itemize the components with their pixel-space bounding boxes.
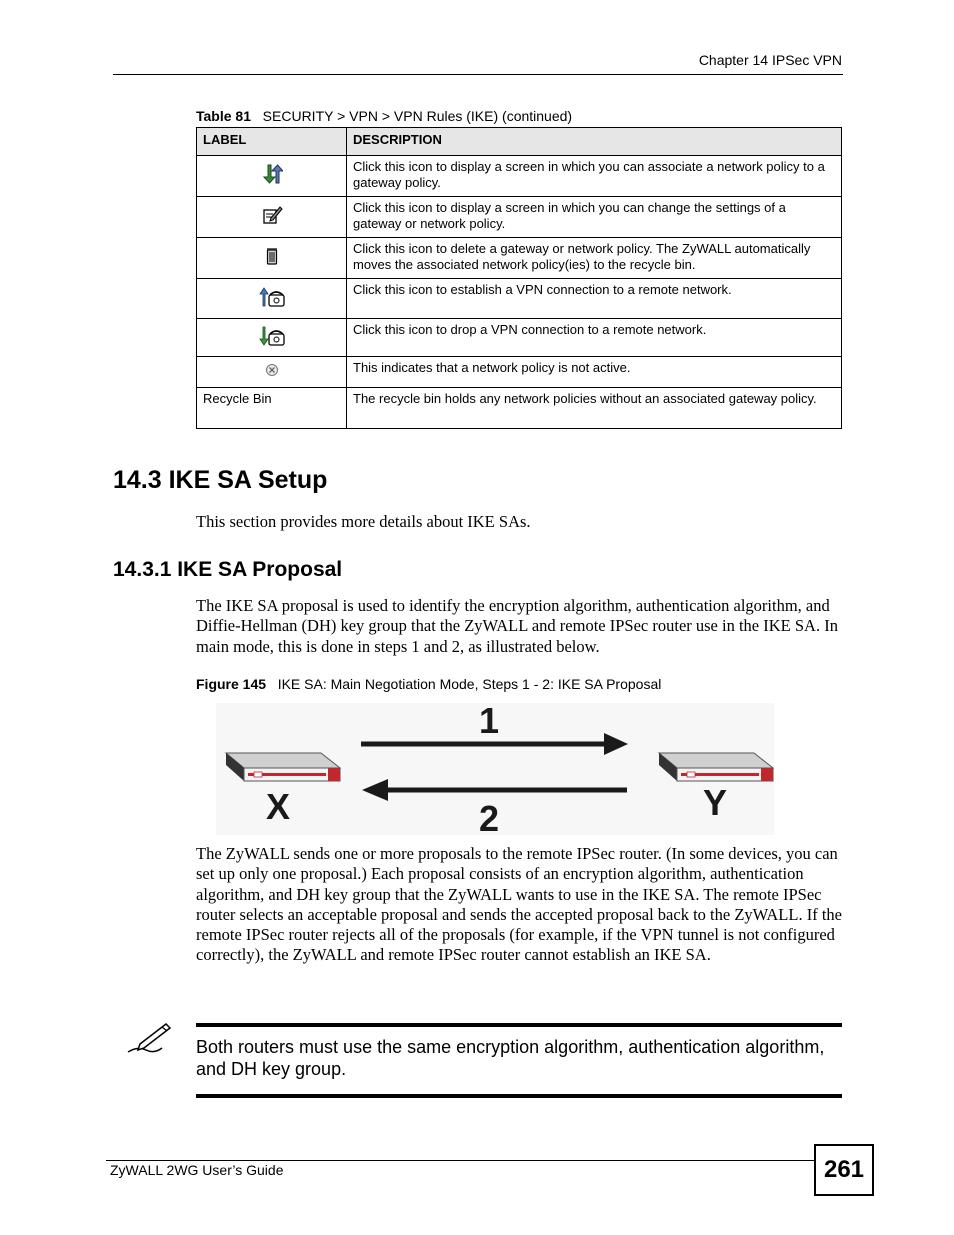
associate-policy-icon <box>261 163 283 185</box>
vpn-rules-table <box>196 127 842 429</box>
row-description: Click this icon to display a screen in which you can change the settings of a gateway or network policy. <box>347 197 842 238</box>
column-header-label: LABEL <box>197 128 347 156</box>
row-description: This indicates that a network policy is not active. <box>347 357 842 388</box>
table-row <box>197 238 842 279</box>
disconnect-icon <box>258 325 286 347</box>
table-caption-label: Table 81 <box>196 108 251 124</box>
proposal-paragraph: The IKE SA proposal is used to identify the encryption algorithm, authentication algorithm, and Diffie-Hellman (DH) key group that the ZyWALL and remote IPSec router use in the IKE SA. In main mode, this is done in steps 1 and 2, as illustrated below. <box>196 596 838 656</box>
table-row <box>197 388 842 429</box>
figure-caption-label: Figure 145 <box>196 676 267 692</box>
router-x-icon <box>226 753 340 781</box>
table-row <box>197 319 842 357</box>
subsection-heading: 14.3.1 IKE SA Proposal <box>113 558 343 581</box>
router-y-icon <box>659 753 773 781</box>
figure-caption <box>196 676 661 692</box>
device-y-label: Y <box>703 782 728 823</box>
connect-icon <box>258 286 286 308</box>
step-1-label: 1 <box>479 703 500 741</box>
row-description: Click this icon to drop a VPN connection to a remote network. <box>347 319 842 357</box>
note-text: Both routers must use the same encryption algorithm, authentication algorithm, and DH key group. <box>196 1037 825 1079</box>
trash-icon <box>261 245 283 267</box>
pen-note-icon <box>124 1022 174 1063</box>
section-heading: 14.3 IKE SA Setup <box>113 466 328 494</box>
note-top-rule <box>196 1023 842 1027</box>
row-description: The recycle bin holds any network policies without an associated gateway policy. <box>347 388 842 429</box>
table-row <box>197 156 842 197</box>
device-x-label: X <box>266 786 291 827</box>
table-row <box>197 279 842 319</box>
row-label: Recycle Bin <box>197 388 347 429</box>
inactive-icon <box>264 362 280 378</box>
negotiation-figure <box>216 703 774 835</box>
table-caption <box>196 108 572 124</box>
zywall-proposal-paragraph: The ZyWALL sends one or more proposals to the remote IPSec router. (In some devices, you can set up only one proposal.) Each proposal consists of an encryption algorithm, authentication algorithm, and DH key group that the ZyWALL wants to use in the IKE SA. The remote IPSec router selects an acceptable proposal and sends the accepted proposal back to the ZyWALL. If the remote IPSec router rejects all of the proposals (for example, if the VPN tunnel is not configured correctly), the ZyWALL and remote IPSec router cannot establish an IKE SA. <box>196 844 842 965</box>
page-number: 261 <box>814 1144 874 1196</box>
table-header-row <box>197 128 842 156</box>
table-row <box>197 357 842 388</box>
negotiation-diagram <box>216 703 774 835</box>
footer-guide-title: ZyWALL 2WG User’s Guide <box>110 1162 284 1178</box>
step-2-label: 2 <box>479 798 500 835</box>
table-caption-text: SECURITY > VPN > VPN Rules (IKE) (continued) <box>262 108 573 124</box>
table-row <box>197 197 842 238</box>
header-rule <box>113 74 843 75</box>
row-description: Click this icon to establish a VPN connection to a remote network. <box>347 279 842 319</box>
section-intro: This section provides more details about IKE SAs. <box>196 512 531 531</box>
column-header-description: DESCRIPTION <box>347 128 842 156</box>
edit-icon <box>261 204 283 226</box>
figure-caption-text: IKE SA: Main Negotiation Mode, Steps 1 - 2: IKE SA Proposal <box>277 676 662 692</box>
chapter-header: Chapter 14 IPSec VPN <box>698 52 842 68</box>
footer-rule <box>106 1160 814 1161</box>
row-description: Click this icon to display a screen in which you can associate a network policy to a gateway policy. <box>347 156 842 197</box>
note-bottom-rule <box>196 1094 842 1098</box>
row-description: Click this icon to delete a gateway or network policy. The ZyWALL automatically moves the associated network policy(ies) to the recycle bin. <box>347 238 842 279</box>
